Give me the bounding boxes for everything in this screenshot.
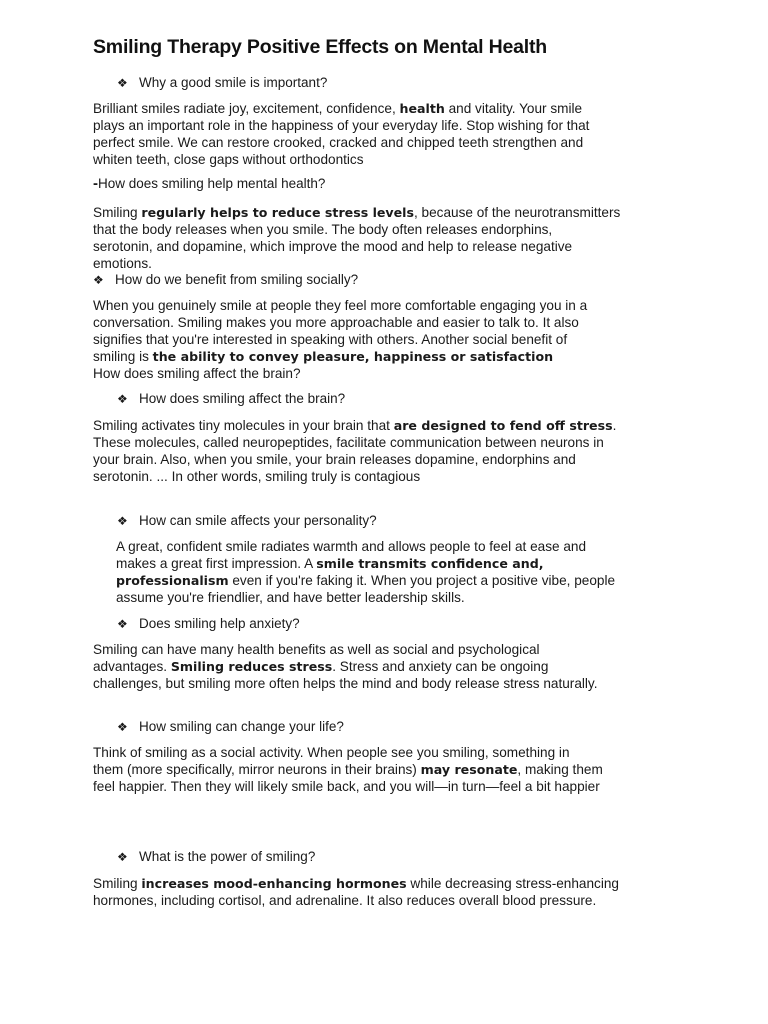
paragraph-line: challenges, but smiling more often helps the mind and body release stress naturally. xyxy=(93,676,598,691)
bold-text: professionalism xyxy=(116,573,229,588)
bold-text: are designed to fend off stress xyxy=(393,418,613,433)
text-run: , because of the neurotransmitters xyxy=(414,205,621,220)
answer-paragraph xyxy=(116,538,615,606)
diamond-bullet-icon: ❖ xyxy=(117,617,128,631)
paragraph-line: feel happier. Then they will likely smile back, and you will—in turn—feel a bit happier xyxy=(93,779,600,794)
bold-text: smile transmits confidence and, xyxy=(316,556,544,571)
diamond-bullet-icon: ❖ xyxy=(117,514,128,528)
paragraph-line: These molecules, called neuropeptides, facilitate communication between neurons in xyxy=(93,435,604,450)
question-heading xyxy=(93,175,325,192)
paragraph-line: that the body releases when you smile. The body often releases endorphins, xyxy=(93,222,553,237)
bold-text: increases mood-enhancing hormones xyxy=(141,876,407,891)
paragraph-line: assume you're friendlier, and have better leadership skills. xyxy=(116,590,465,605)
paragraph-line: How does smiling affect the brain? xyxy=(93,366,301,381)
question-bullet xyxy=(93,271,358,289)
text-run: advantages. xyxy=(93,659,171,674)
answer-paragraph xyxy=(93,417,616,485)
diamond-bullet-icon: ❖ xyxy=(117,392,128,406)
question-text: Does smiling help anxiety? xyxy=(139,616,300,631)
diamond-bullet-icon: ❖ xyxy=(117,850,128,864)
text-run: and vitality. Your smile xyxy=(444,101,583,116)
answer-paragraph xyxy=(93,100,589,168)
question-bullet xyxy=(117,74,327,92)
answer-paragraph xyxy=(93,744,603,795)
paragraph-line: Think of smiling as a social activity. When people see you smiling, something in xyxy=(93,745,570,760)
paragraph-line xyxy=(116,572,615,589)
paragraph-line: whiten teeth, close gaps without orthodontics xyxy=(93,152,364,167)
paragraph-line: perfect smile. We can restore crooked, cracked and chipped teeth strengthen and xyxy=(93,135,584,150)
paragraph-line: your brain. Also, when you smile, your brain releases dopamine, endorphins and xyxy=(93,452,576,467)
question-text: How does smiling affect the brain? xyxy=(139,391,346,406)
text-run: , making them xyxy=(517,762,603,777)
paragraph-line: serotonin. ... In other words, smiling truly is contagious xyxy=(93,469,421,484)
text-run: makes a great first impression. A xyxy=(116,556,317,571)
text-run: them (more specifically, mirror neurons in their brains) xyxy=(93,762,421,777)
text-run: Smiling xyxy=(93,876,142,891)
question-text: How can smile affects your personality? xyxy=(139,513,377,528)
paragraph-line: emotions. xyxy=(93,256,152,271)
question-text: Why a good smile is important? xyxy=(139,75,328,90)
paragraph-line xyxy=(116,555,615,572)
question-bullet xyxy=(117,848,315,866)
question-bullet xyxy=(117,615,300,633)
paragraph-line xyxy=(93,348,587,365)
answer-paragraph xyxy=(93,204,620,272)
paragraph-line xyxy=(93,761,603,778)
paragraph-line: plays an important role in the happiness of your everyday life. Stop wishing for that xyxy=(93,118,590,133)
text-run: Smiling activates tiny molecules in your brain that xyxy=(93,418,394,433)
text-run: smiling is xyxy=(93,349,153,364)
question-bullet xyxy=(117,718,344,736)
answer-paragraph xyxy=(93,875,619,909)
paragraph-line: A great, confident smile radiates warmth and allows people to feel at ease and xyxy=(116,539,587,554)
question-text: How smiling can change your life? xyxy=(139,719,344,734)
text-run: . Stress and anxiety can be ongoing xyxy=(332,659,549,674)
diamond-bullet-icon: ❖ xyxy=(117,76,128,90)
text-run: Smiling xyxy=(93,205,142,220)
question-text: How do we benefit from smiling socially? xyxy=(115,272,359,287)
bold-text: the ability to convey pleasure, happiness or satisfaction xyxy=(152,349,554,364)
paragraph-line: serotonin, and dopamine, which improve the mood and help to release negative xyxy=(93,239,573,254)
paragraph-line xyxy=(93,417,616,434)
diamond-bullet-icon: ❖ xyxy=(117,720,128,734)
bold-text: Smiling reduces stress xyxy=(170,659,333,674)
paragraph-line: conversation. Smiling makes you more approachable and easier to talk to. It also xyxy=(93,315,579,330)
answer-paragraph xyxy=(93,641,598,692)
diamond-bullet-icon: ❖ xyxy=(93,273,104,287)
text-run: Brilliant smiles radiate joy, excitement, confidence, xyxy=(93,101,400,116)
paragraph-line xyxy=(93,658,598,675)
question-text: How does smiling help mental health? xyxy=(98,176,326,191)
dash-marker: - xyxy=(93,175,98,192)
paragraph-line xyxy=(93,204,620,221)
text-run: while decreasing stress-enhancing xyxy=(406,876,619,891)
page-title: Smiling Therapy Positive Effects on Mental Health xyxy=(93,36,547,58)
answer-paragraph xyxy=(93,297,587,382)
paragraph-line: hormones, including cortisol, and adrenaline. It also reduces overall blood pressure. xyxy=(93,893,597,908)
bold-text: health xyxy=(399,101,445,116)
bold-text: may resonate xyxy=(420,762,518,777)
text-run: even if you're faking it. When you project a positive vibe, people xyxy=(228,573,616,588)
paragraph-line: Smiling can have many health benefits as well as social and psychological xyxy=(93,642,540,657)
text-run: . xyxy=(612,418,617,433)
paragraph-line: When you genuinely smile at people they feel more comfortable engaging you in a xyxy=(93,298,588,313)
question-bullet xyxy=(117,512,377,530)
question-bullet xyxy=(117,390,345,408)
paragraph-line xyxy=(93,875,619,892)
question-text: What is the power of smiling? xyxy=(139,849,316,864)
paragraph-line xyxy=(93,100,589,117)
paragraph-line: signifies that you're interested in speaking with others. Another social benefit of xyxy=(93,332,568,347)
bold-text: regularly helps to reduce stress levels xyxy=(141,205,414,220)
